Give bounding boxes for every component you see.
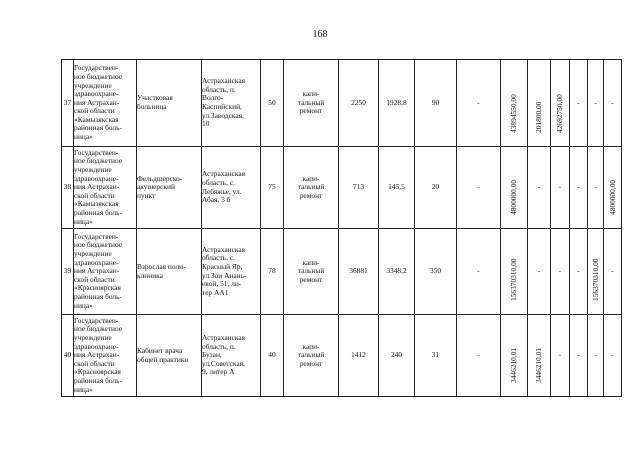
percent-value-text: 20	[431, 182, 440, 192]
organization-name	[74, 229, 137, 315]
cost-column-14	[570, 315, 588, 397]
column-10-value	[457, 60, 501, 147]
row-number-text: 37	[63, 97, 72, 107]
capacity-value	[261, 315, 284, 397]
cost-column-16-text: 4800000,00	[607, 180, 617, 216]
work-type-text: капи- тальный ремонт	[297, 257, 325, 284]
cost-column-15-text: -	[594, 350, 597, 360]
organization-name-text: Государствен- ное бюджетное учреждение здравоохране- ния Астрахан- ской области «Камызякская районная боль- ница»	[74, 63, 123, 142]
organization-name-text: Государствен- ное бюджетное учреждение здравоохране- ния Астрахан- ской области «Камызякская районная боль- ница»	[74, 147, 123, 226]
cost-column-14	[570, 147, 588, 229]
object-name-text: Фельдшерско- акушерский пункт	[137, 173, 183, 200]
capital-repair-table	[61, 59, 622, 397]
table-row	[62, 315, 622, 397]
column-10-value	[457, 229, 501, 315]
object-name	[137, 229, 202, 315]
capacity-value-text: 78	[268, 266, 276, 276]
work-type-text: капи- тальный ремонт	[297, 89, 325, 116]
total-cost-value	[501, 315, 528, 397]
volume-value-text: 145,5	[388, 182, 405, 192]
row-number	[62, 315, 74, 397]
capacity-value-text: 75	[268, 182, 276, 192]
work-type-text: капи- тальный ремонт	[297, 341, 325, 368]
cost-column-16	[604, 315, 622, 397]
object-address	[202, 229, 261, 315]
area-value	[339, 147, 379, 229]
cost-column-14-text: -	[577, 182, 580, 192]
volume-value-text: 1928,8	[386, 97, 407, 107]
object-address-text: Астраханская область, п. Волго- Каспийский, ул.Заводская, 10	[202, 76, 246, 129]
cost-column-12-text: -	[537, 182, 541, 192]
cost-column-13	[551, 60, 570, 147]
total-cost-value	[501, 147, 528, 229]
cost-column-13	[551, 229, 570, 315]
cost-column-14-text: -	[577, 97, 580, 107]
object-address-text: Астраханская область, с. Красный Яр, ул.Зои Анань- евой, 51, ли- тер АА1	[202, 244, 247, 297]
row-number-text: 39	[63, 266, 72, 276]
cost-column-12	[528, 229, 551, 315]
cost-column-16-text: -	[611, 266, 614, 276]
volume-value	[379, 147, 415, 229]
organization-name	[74, 147, 137, 229]
row-number	[62, 60, 74, 147]
volume-value	[379, 60, 415, 147]
object-address	[202, 315, 261, 397]
column-10-value-text: -	[477, 182, 480, 192]
percent-value-text: 90	[431, 97, 440, 107]
capacity-value	[261, 60, 284, 147]
percent-value-text: 350	[429, 266, 442, 276]
object-address	[202, 147, 261, 229]
table-row	[62, 60, 622, 147]
cost-column-16	[604, 60, 622, 147]
column-10-value	[457, 315, 501, 397]
work-type-text: капи- тальный ремонт	[297, 173, 325, 200]
work-type	[284, 229, 339, 315]
cost-column-16	[604, 147, 622, 229]
object-address-text: Астраханская область, п. Бузан, ул.Советская, 9, литер А	[202, 333, 246, 377]
organization-name	[74, 315, 137, 397]
capacity-value	[261, 147, 284, 229]
column-10-value-text: -	[477, 266, 480, 276]
organization-name	[74, 60, 137, 147]
object-address-text: Астраханская область, с. Лебяжье, ул. Абая, 3 б	[202, 169, 246, 205]
object-name	[137, 315, 202, 397]
area-value-text: 2250	[351, 97, 366, 107]
total-cost-value-text: 3446210,01	[509, 348, 518, 384]
cost-column-14-text: -	[577, 350, 580, 360]
area-value	[339, 229, 379, 315]
cost-column-12-text: -	[537, 266, 541, 276]
object-name-text: Взрослая поли- клиника	[137, 261, 186, 280]
total-cost-value-text: 43894550,00	[509, 94, 518, 134]
cost-column-13-text: 42692750,00	[555, 94, 564, 134]
work-type	[284, 315, 339, 397]
total-cost-value	[501, 229, 528, 315]
cost-column-16-text: -	[611, 97, 614, 107]
table-row	[62, 147, 622, 229]
organization-name-text: Государствен- ное бюджетное учреждение здравоохране- ния Астрахан- ской области «Красноярская районная боль- ница»	[74, 315, 123, 394]
cost-column-15	[588, 60, 604, 147]
percent-value-text: 31	[431, 350, 440, 360]
area-value	[339, 315, 379, 397]
page-number: 168	[312, 29, 328, 40]
area-value-text: 36881	[349, 266, 368, 276]
column-10-value-text: -	[477, 350, 480, 360]
column-10-value-text: -	[477, 97, 480, 107]
volume-value	[379, 229, 415, 315]
area-value-text: 1412	[351, 350, 366, 360]
object-name-text: Кабинет врача общей практики	[137, 345, 189, 364]
cost-column-15-text: 156370310,00	[590, 258, 600, 302]
cost-column-14	[570, 229, 588, 315]
cost-column-12	[528, 147, 551, 229]
area-value-text: 713	[352, 182, 365, 192]
cost-column-13-text: -	[558, 182, 562, 192]
cost-column-12-text: 3446210,01	[534, 348, 543, 384]
capacity-value-text: 40	[268, 350, 276, 360]
organization-name-text: Государствен- ное бюджетное учреждение здравоохране- ния Астрахан- ской области «Красноярская районная боль- ница»	[74, 231, 123, 310]
volume-value-text: 240	[390, 350, 403, 360]
cost-column-15	[588, 147, 604, 229]
capacity-value	[261, 229, 284, 315]
total-cost-value-text: 156370310,00	[509, 258, 518, 302]
area-value	[339, 60, 379, 147]
work-type	[284, 60, 339, 147]
cost-column-13-text: -	[558, 266, 562, 276]
cost-column-14-text: -	[577, 266, 580, 276]
total-cost-value-text: 4800000,00	[509, 180, 518, 216]
cost-column-12-text: 201800,00	[534, 101, 543, 134]
row-number-text: 40	[63, 350, 72, 360]
cost-column-12	[528, 60, 551, 147]
volume-value	[379, 315, 415, 397]
cost-column-13	[551, 147, 570, 229]
cost-column-15	[588, 315, 604, 397]
percent-value	[415, 147, 457, 229]
capacity-value-text: 50	[268, 97, 276, 107]
cost-column-14	[570, 60, 588, 147]
object-name	[137, 60, 202, 147]
cost-column-15	[588, 229, 604, 315]
object-name-text: Участковая больница	[137, 93, 173, 111]
cost-column-15-text: -	[594, 97, 597, 107]
work-type	[284, 147, 339, 229]
total-cost-value	[501, 60, 528, 147]
percent-value	[415, 60, 457, 147]
row-number-text: 38	[63, 182, 72, 192]
column-10-value	[457, 147, 501, 229]
cost-column-16	[604, 229, 622, 315]
percent-value	[415, 315, 457, 397]
row-number	[62, 229, 74, 315]
volume-value-text: 3348,2	[386, 266, 407, 276]
cost-column-13	[551, 315, 570, 397]
cost-column-15-text: -	[594, 182, 597, 192]
object-address	[202, 60, 261, 147]
cost-column-13-text: -	[558, 350, 562, 360]
cost-column-12	[528, 315, 551, 397]
percent-value	[415, 229, 457, 315]
table-row	[62, 229, 622, 315]
cost-column-16-text: -	[611, 350, 614, 360]
row-number	[62, 147, 74, 229]
object-name	[137, 147, 202, 229]
